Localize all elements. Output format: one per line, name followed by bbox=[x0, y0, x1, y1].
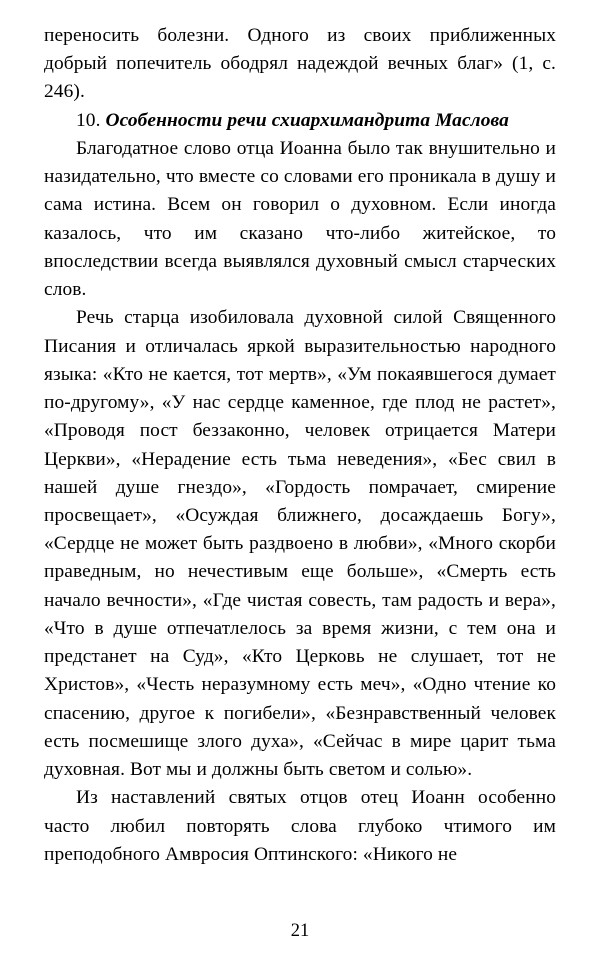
paragraph-3: Из наставлений святых отцов отец Иоанн особенно часто любил повторять слова глубоко чтимого им преподобного Амвросия Оптинского: «Никого не bbox=[44, 787, 556, 865]
section-heading-title: Особенности речи схиархимандрита Маслова bbox=[105, 109, 509, 131]
page-body bbox=[44, 22, 556, 869]
page-number: 21 bbox=[290, 921, 310, 941]
section-heading bbox=[44, 107, 556, 135]
paragraph-1: Благодатное слово отца Иоанна было так внушительно и назидательно, что вместе со словами его проникала в душу и сама истина. Всем он говорил о духовном. Если иногда казалось, что им сказано что-либо житейское, то впоследствии всегда выявлялся духовный смысл старческих слов. bbox=[44, 137, 556, 301]
paragraph-continuation: переносить болезни. Одного из своих приближенных добрый попечитель ободрял надеждой вечных благ» (1, с. 246). bbox=[44, 25, 556, 103]
paragraph-2: Речь старца изобиловала духовной силой Священного Писания и отличалась яркой выразительностью народного языка: «Кто не кается, тот мертв», «Ум покаявшегося думает по-другому», «У нас сердце каменное, где плод не растет», «Проводя пост беззаконно, человек отрицается Матери Церкви», «Нерадение есть тьма неведения», «Бес свил в нашей душе гнездо», «Гордость помрачает, смирение просвещает», «Осуждая ближнего, досаждаешь Богу», «Сердце не может быть раздвоено в любви», «Много скорби праведным, но нечестивым еще больше», «Смерть есть начало вечности», «Где чистая совесть, там радость и вера», «Что в душе отпечатлелось за время жизни, с тем она и предстанет на Суд», «Кто Церковь не слушает, тот не Христов», «Честь неразумному есть меч», «Одно чтение ко спасению, другое к погибели», «Безнравственный человек есть посмешище злого духа», «Сейчас в мире царит тьма духовная. Вот мы и должны быть светом и солью». bbox=[44, 307, 556, 781]
section-heading-number: 10. bbox=[76, 109, 101, 131]
